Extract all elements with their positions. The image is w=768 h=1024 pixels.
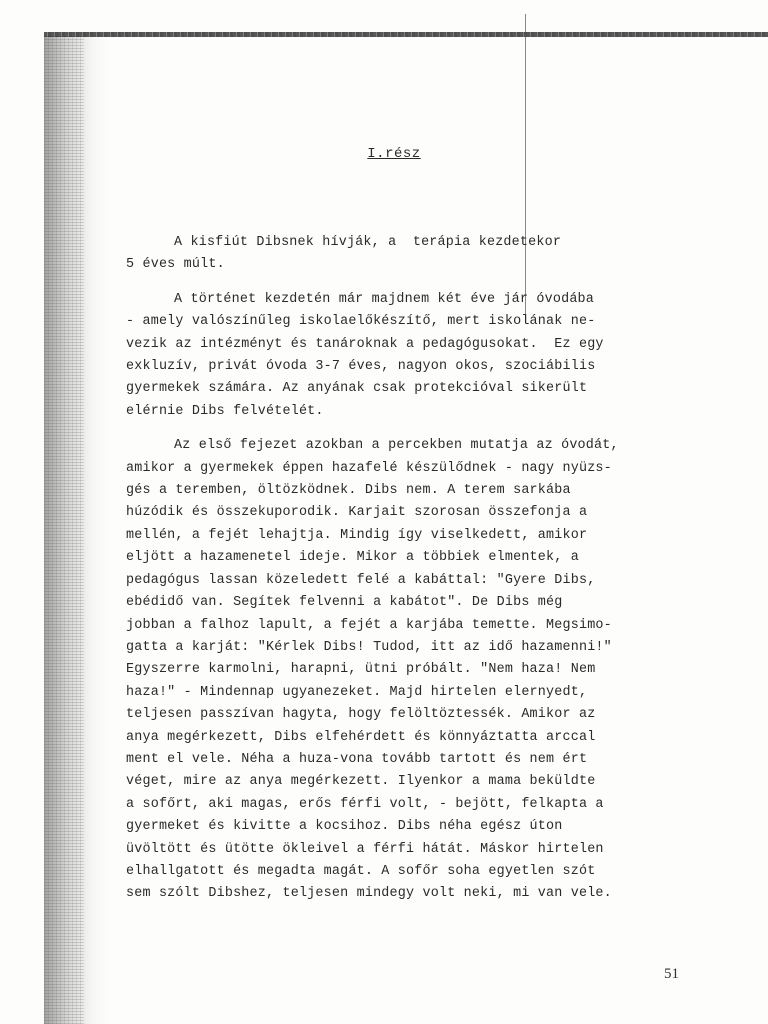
text-line: pedagógus lassan közeledett felé a kabáttal: "Gyere Dibs, [126,572,596,588]
text-line: sem szólt Dibshez, teljesen mindegy volt neki, mi van vele. [126,886,612,902]
paragraph-3 [126,435,686,906]
text-line: teljesen passzívan hagyta, hogy felöltöztessék. Amikor az [126,707,596,723]
text-line: eljött a hazamenetel ideje. Mikor a többiek elmentek, a [126,550,579,566]
text-line: a sofőrt, aki magas, erős férfi volt, - bejött, felkapta a [126,796,604,812]
scan-edge-speckle [44,36,84,1024]
text-line: ebédidő van. Segítek felvenni a kabátot". De Dibs még [126,595,563,611]
text-line: 5 éves múlt. [126,257,225,273]
text-line: ment el vele. Néha a huza-vona tovább tartott és nem ért [126,751,588,767]
text-line: üvöltött és ütötte ökleivel a férfi hátát. Máskor hirtelen [126,841,604,857]
text-line: A kisfiút Dibsnek hívják, a terápia kezdetekor [174,235,562,250]
body-text [126,232,686,918]
text-line: véget, mire az anya megérkezett. Ilyenkor a mama beküldte [126,774,596,790]
text-line: amikor a gyermekek éppen hazafelé készülődnek - nagy nyüzs- [126,460,612,476]
text-line: gyermekek számára. Az anyának csak protekcióval sikerült [126,381,588,397]
text-line: - amely valószínűleg iskolaelőkészítő, mert iskolának ne- [126,314,596,330]
text-line: anya megérkezett, Dibs elfehérdett és könnyáztatta arccal [126,729,596,745]
page-number: 51 [664,966,679,982]
text-line: haza!" - Mindennap ugyanezeket. Majd hirtelen elernyedt, [126,684,588,700]
text-line: jobban a falhoz lapult, a fejét a karjába temette. Megsimo- [126,617,612,633]
text-line: Egyszerre karmolni, harapni, ütni próbált. "Nem haza! Nem [126,662,596,678]
top-border-rule [44,32,768,37]
text-line: gyermeket és kivitte a kocsihoz. Dibs néha egész úton [126,819,563,835]
text-line: A történet kezdetén már majdnem két éve jár óvodába [174,291,595,307]
text-line: gatta a karját: "Kérlek Dibs! Tudod, itt az idő hazamenni!" [126,639,612,655]
text-line: elhallgatott és megadta magát. A sofőr soha egyetlen szót [126,863,596,879]
text-line: exkluzív, privát óvoda 3-7 éves, nagyon okos, szociábilis [126,359,596,375]
text-line: húzódik és összekuporodik. Karjait szorosan összefonja a [126,505,588,521]
text-line: vezik az intézményt és tanároknak a pedagógusokat. Ez egy [126,336,604,352]
text-line: Az első fejezet azokban a percekben mutatja az óvodát, [174,438,619,454]
text-line: elérnie Dibs felvételét. [126,403,324,419]
section-heading: I.rész [367,146,421,162]
paragraph-1 [126,232,686,277]
paragraph-2 [126,289,686,423]
text-line: gés a teremben, öltözködnek. Dibs nem. A terem sarkába [126,483,571,499]
text-line: mellén, a fejét lehajtja. Mindig így viselkedett, amikor [126,527,588,543]
